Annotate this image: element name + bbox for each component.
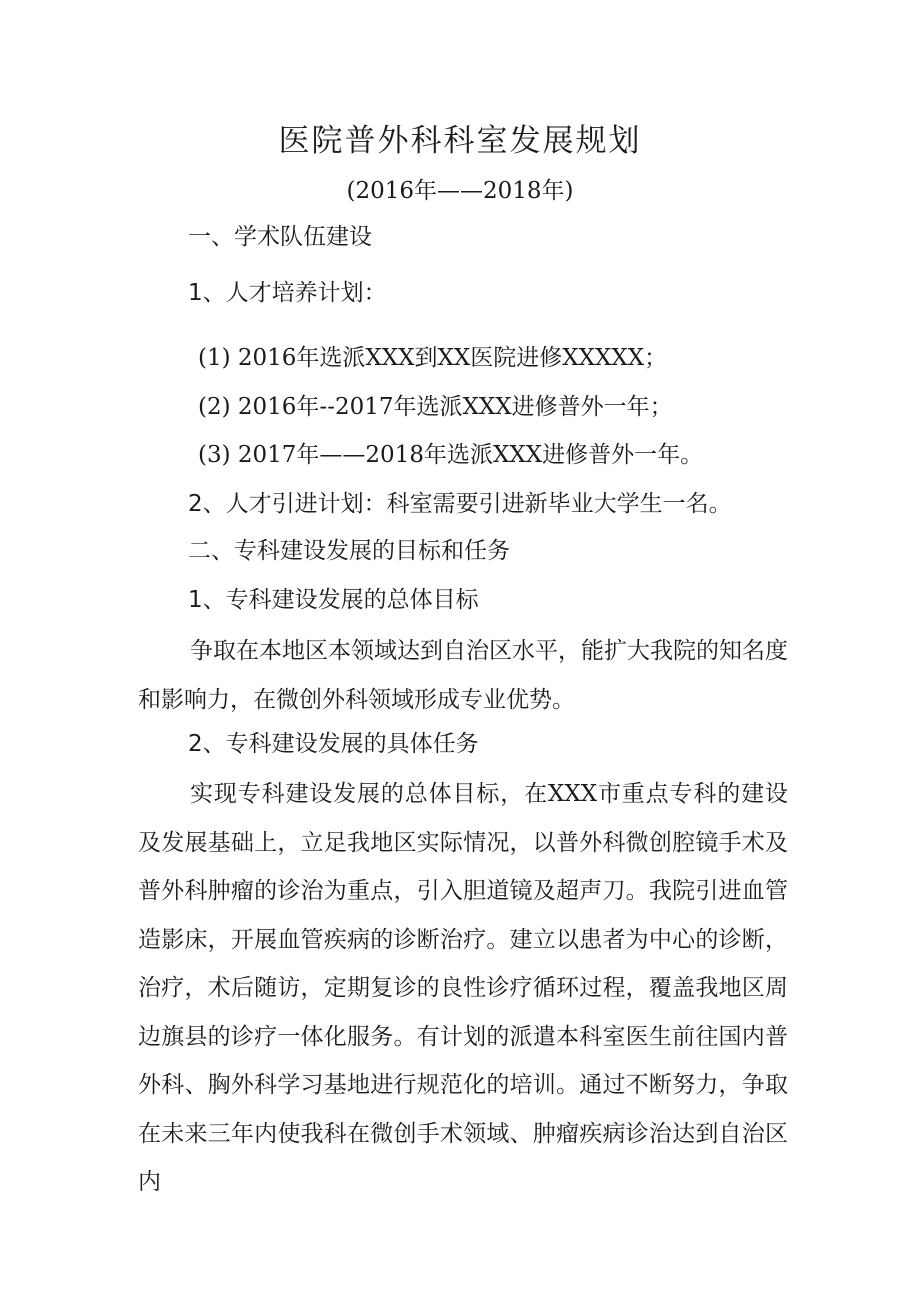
section2-item1-heading: 1、专科建设发展的总体目标 <box>188 587 479 613</box>
section2-item1-paragraph: 争取在本地区本领域达到自治区水平，能扩大我院的知名度和影响力，在微创外科领域形成专业优势。 <box>138 638 788 713</box>
section2-heading: 二、专科建设发展的目标和任务 <box>188 538 510 564</box>
plan-item-2: (2) 2016年--2017年选派XXX进修普外一年； <box>198 394 673 420</box>
section2-item2-paragraph: 实现专科建设发展的总体目标，在XXX市重点专科的建设及发展基础上，立足我地区实际情况，以普外科微创腔镜手术及普外科肿瘤的诊治为重点，引入胆道镜及超声刀。我院引进血管造影床，开展血管疾病的诊断治疗。建立以患者为中心的诊断，治疗，术后随访，定期复诊的良性诊疗循环过程，覆盖我地区周边旗县的诊疗一体化服务。有计划的派遣本科室医生前往国内普外科、胸外科学习基地进行规范化的培训。通过不断努力，争取在未来三年内使我科在微创手术领域、肿瘤疾病诊治达到自治区内 <box>138 781 788 1195</box>
document-subtitle: (2016年——2018年) <box>346 178 574 204</box>
section2-item2-heading: 2、专科建设发展的具体任务 <box>188 731 479 757</box>
document-title: 医院普外科科室发展规划 <box>278 123 642 159</box>
plan-item-1: (1) 2016年选派XXX到XX医院进修XXXXX； <box>198 345 668 371</box>
section1-heading: 一、学术队伍建设 <box>188 224 372 250</box>
section1-item1-heading: 1、人才培养计划： <box>188 280 387 306</box>
section1-item2: 2、人才引进计划：科室需要引进新毕业大学生一名。 <box>188 491 732 517</box>
plan-item-3: (3) 2017年——2018年选派XXX进修普外一年。 <box>198 442 704 468</box>
